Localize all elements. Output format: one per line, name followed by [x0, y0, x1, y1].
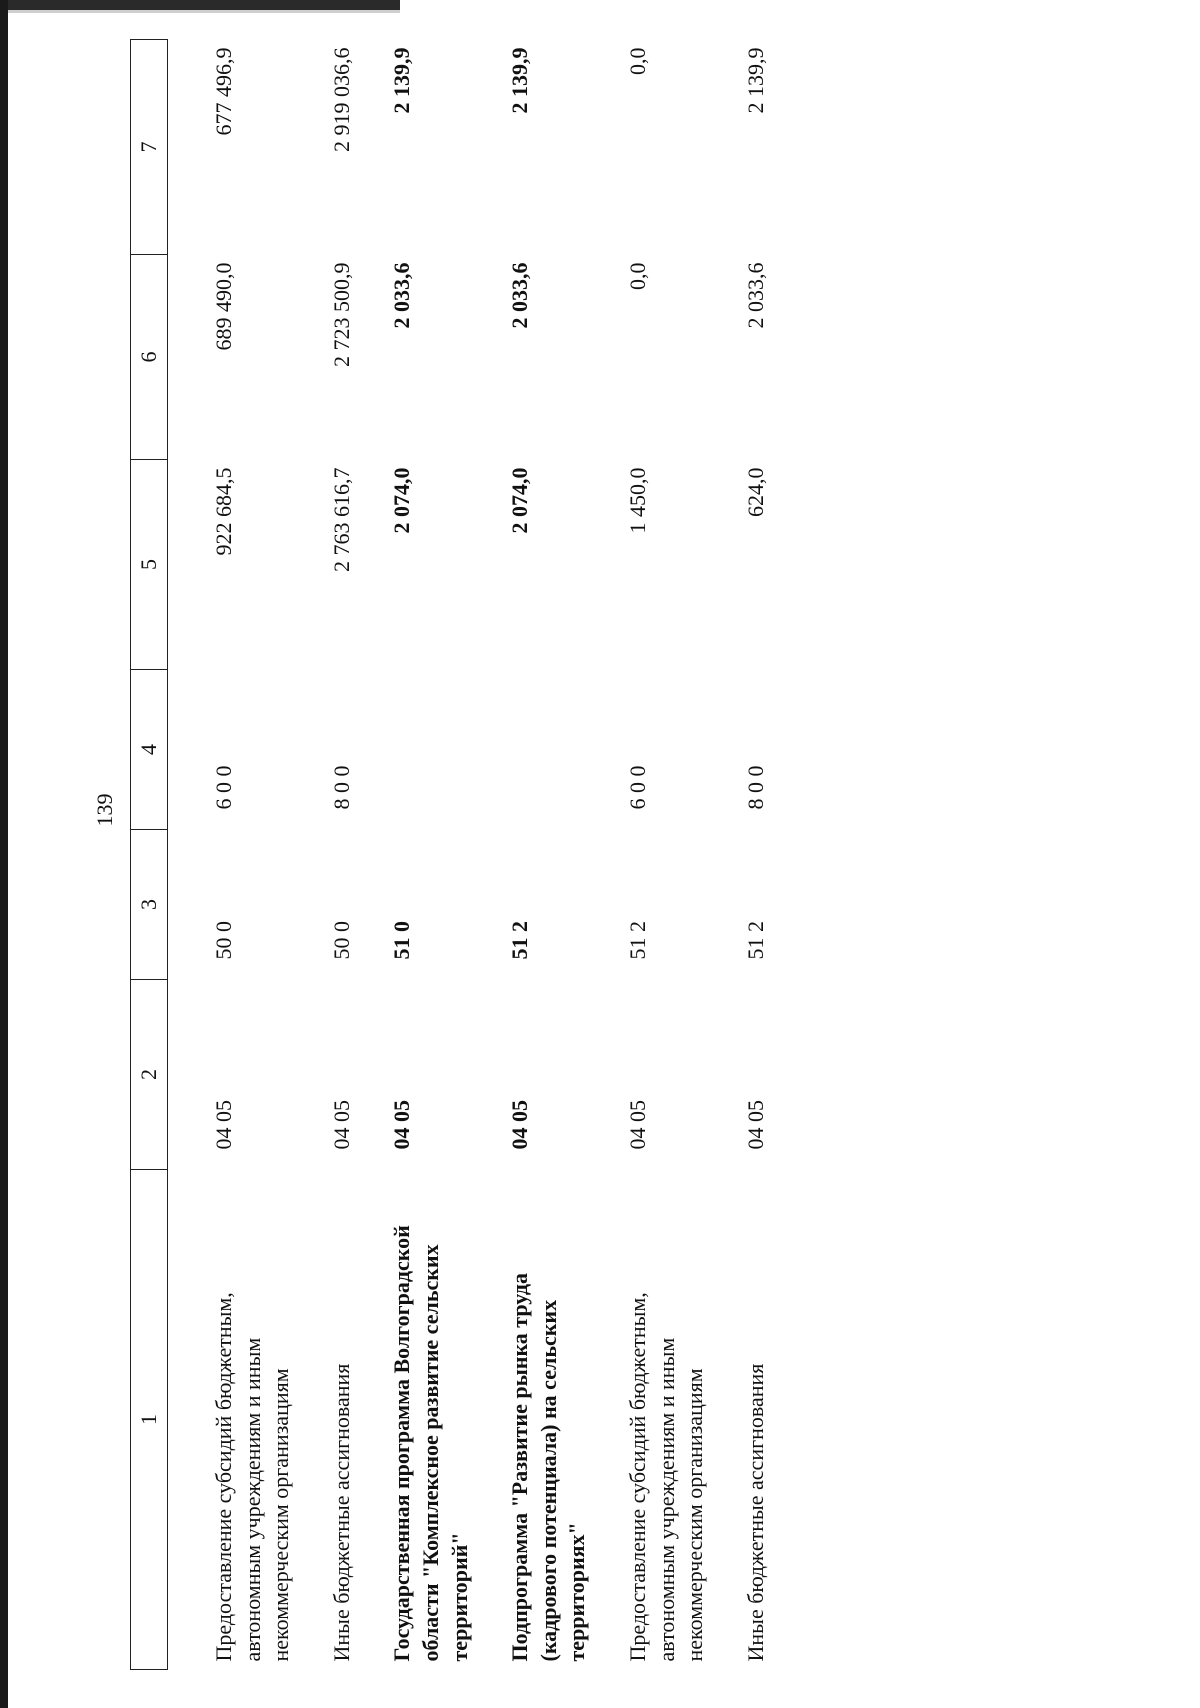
table-body — [168, 40, 789, 1670]
row-target-code: 50 0 — [328, 921, 354, 960]
row-expense-type — [374, 670, 492, 830]
header-col-1: 1 — [131, 1170, 168, 1670]
table-row — [492, 40, 610, 1670]
header-col-2: 2 — [131, 980, 168, 1170]
row-name: Предоставление субсидий бюджетным, автономным учреждениям и иным некоммерческим организациям — [624, 1292, 708, 1662]
header-col-6: 6 — [131, 255, 168, 460]
row-amount-col5: 2 763 616,7 — [328, 467, 354, 572]
table-row — [196, 40, 314, 1670]
table-header — [131, 40, 168, 1670]
header-col-5: 5 — [131, 460, 168, 670]
row-name: Иные бюджетные ассигнования — [328, 1363, 354, 1662]
row-section-code: 04 05 — [742, 1100, 768, 1150]
row-target-code: 51 0 — [389, 921, 415, 960]
row-amount-col7: 0,0 — [624, 47, 650, 75]
table-row — [610, 40, 728, 1670]
page-number: 139 — [92, 793, 117, 827]
row-amount-col5: 2 074,0 — [389, 467, 415, 534]
header-col-3: 3 — [131, 830, 168, 980]
row-amount-col5: 922 684,5 — [211, 467, 236, 556]
row-amount-col7: 2 139,9 — [742, 47, 768, 114]
row-expense-type: 6 0 0 — [211, 765, 236, 810]
row-expense-type: 8 0 0 — [742, 765, 768, 810]
row-amount-col5: 624,0 — [742, 467, 768, 517]
row-amount-col7: 677 496,9 — [211, 47, 236, 136]
row-amount-col7: 2 139,9 — [389, 47, 415, 114]
row-amount-col6: 2 723 500,9 — [328, 262, 354, 367]
budget-table — [130, 39, 788, 1670]
row-section-code: 04 05 — [507, 1100, 533, 1150]
header-row — [131, 40, 168, 1670]
row-amount-col6: 2 033,6 — [742, 262, 768, 329]
row-target-code: 51 2 — [624, 921, 650, 960]
table-row — [314, 40, 375, 1670]
scan-edge-left — [0, 0, 8, 1708]
row-amount-col5: 1 450,0 — [624, 467, 650, 534]
header-col-7: 7 — [131, 40, 168, 255]
row-amount-col6: 0,0 — [624, 262, 650, 290]
row-name: Государственная программа Волгоградской области "Комплексное развитие сельских территорий" — [389, 1225, 472, 1662]
row-expense-type — [492, 670, 610, 830]
row-amount-col6: 2 033,6 — [507, 262, 533, 329]
header-col-4: 4 — [131, 670, 168, 830]
row-expense-type: 6 0 0 — [624, 765, 650, 810]
scan-edge-top-gap — [400, 0, 1200, 13]
row-name: Предоставление субсидий бюджетным, автономным учреждениям и иным некоммерческим организациям — [211, 1292, 294, 1662]
row-amount-col5: 2 074,0 — [507, 467, 533, 534]
row-target-code: 50 0 — [211, 921, 236, 960]
row-name: Иные бюджетные ассигнования — [742, 1363, 768, 1662]
row-amount-col6: 689 490,0 — [211, 262, 236, 351]
table-row — [374, 40, 492, 1670]
row-amount-col7: 2 919 036,6 — [328, 47, 354, 152]
row-section-code: 04 05 — [389, 1100, 415, 1150]
row-amount-col6: 2 033,6 — [389, 262, 415, 329]
row-section-code: 04 05 — [328, 1100, 354, 1150]
row-section-code: 04 05 — [624, 1100, 650, 1150]
rotated-sheet — [130, 40, 960, 1670]
row-target-code: 51 2 — [742, 921, 768, 960]
row-amount-col7: 2 139,9 — [507, 47, 533, 114]
row-name: Подпрограмма "Развитие рынка труда (кадрового потенциала) на сельских территориях" — [507, 1272, 590, 1662]
table-row — [728, 40, 789, 1670]
row-expense-type: 8 0 0 — [328, 765, 354, 810]
row-target-code: 51 2 — [507, 921, 533, 960]
row-section-code: 04 05 — [211, 1100, 236, 1150]
